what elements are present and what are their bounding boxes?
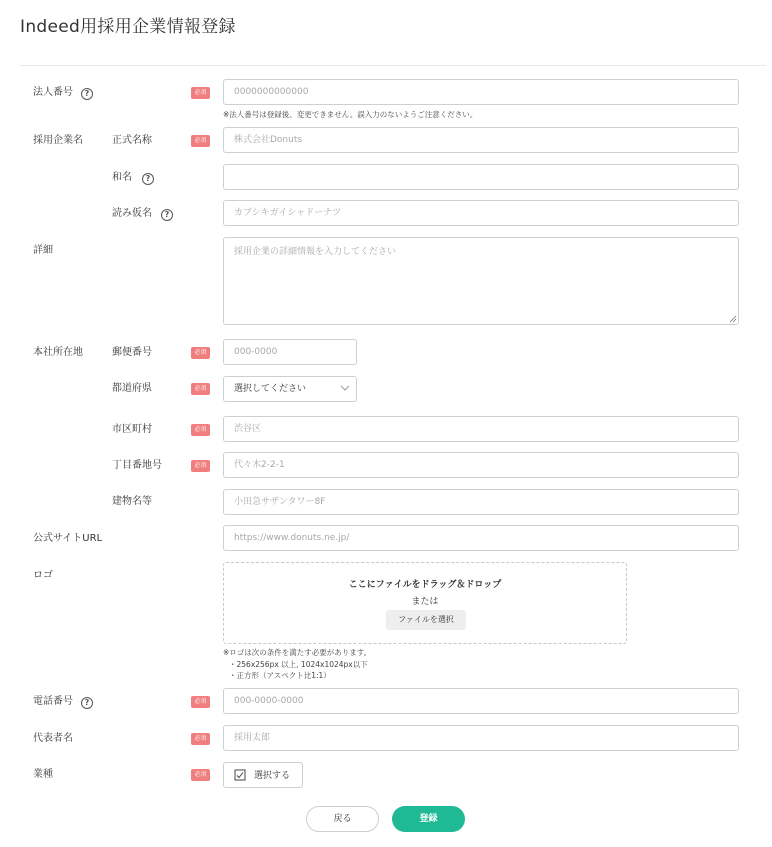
- postal-code-input[interactable]: [223, 339, 357, 365]
- page-title: Indeed用採用企業情報登録: [20, 17, 236, 37]
- logo-note-line1: ※ロゴは次の条件を満たす必要があります。: [223, 648, 372, 657]
- official-name-input[interactable]: [223, 127, 739, 153]
- required-badge: 必須: [191, 733, 210, 745]
- city-input[interactable]: [223, 416, 739, 442]
- building-input[interactable]: [223, 489, 739, 515]
- required-badge: 必須: [191, 87, 210, 99]
- prefecture-label: 都道府県: [112, 383, 152, 394]
- question-circle-icon[interactable]: ?: [161, 209, 173, 221]
- question-circle-icon[interactable]: ?: [142, 173, 154, 185]
- prefecture-select[interactable]: [223, 376, 357, 402]
- postal-code-label: 郵便番号: [112, 347, 152, 358]
- required-badge: 必須: [191, 135, 210, 147]
- website-label: 公式サイトURL: [33, 533, 103, 544]
- submit-button[interactable]: 登録: [392, 806, 465, 832]
- required-badge: 必須: [191, 347, 210, 359]
- required-badge: 必須: [191, 424, 210, 436]
- kana-name-label: 読み仮名: [112, 208, 152, 219]
- checklist-icon: [234, 769, 246, 781]
- official-name-label: 正式名称: [112, 135, 152, 146]
- dropzone-text: ここにファイルをドラッグ＆ドロップ: [348, 580, 502, 590]
- phone-label: 電話番号: [33, 696, 73, 707]
- street-input[interactable]: [223, 452, 739, 478]
- phone-input[interactable]: [223, 688, 739, 714]
- required-badge: 必須: [191, 460, 210, 472]
- representative-label: 代表者名: [33, 733, 73, 744]
- back-button[interactable]: 戻る: [306, 806, 379, 832]
- header-divider: [20, 65, 766, 66]
- question-circle-icon[interactable]: ?: [81, 697, 93, 709]
- corp-number-label: 法人番号: [33, 87, 73, 98]
- required-badge: 必須: [191, 769, 210, 781]
- city-label: 市区町村: [112, 424, 152, 435]
- logo-dropzone[interactable]: [223, 562, 627, 644]
- select-industry-label: 選択する: [254, 771, 291, 781]
- logo-note-line3: ・正方形（アスペクト比1:1）: [229, 671, 331, 680]
- required-badge: 必須: [191, 383, 210, 395]
- company-name-group-label: 採用企業名: [33, 135, 83, 146]
- logo-note-line2: ・256x256px 以上, 1024x1024px以下: [229, 660, 368, 669]
- question-circle-icon[interactable]: ?: [81, 88, 93, 100]
- details-label: 詳細: [33, 245, 53, 256]
- required-badge: 必須: [191, 696, 210, 708]
- corp-number-note: ※法人番号は登録後、変更できません。誤入力のないようご注意ください。: [223, 110, 478, 119]
- address-group-label: 本社所在地: [33, 347, 83, 358]
- choose-file-button[interactable]: ファイルを選択: [386, 610, 466, 630]
- kana-name-input[interactable]: [223, 200, 739, 226]
- street-label: 丁目番地号: [112, 460, 162, 471]
- corp-number-input[interactable]: [223, 79, 739, 105]
- industry-label: 業種: [33, 769, 53, 780]
- select-industry-button[interactable]: [223, 762, 303, 788]
- details-textarea[interactable]: [223, 237, 739, 325]
- representative-input[interactable]: [223, 725, 739, 751]
- japanese-name-label: 和名: [112, 172, 132, 183]
- website-input[interactable]: [223, 525, 739, 551]
- logo-label: ロゴ: [33, 570, 53, 581]
- dropzone-or-text: または: [411, 597, 439, 607]
- building-label: 建物名等: [112, 496, 152, 507]
- chevron-down-icon: [340, 384, 350, 392]
- japanese-name-input[interactable]: [223, 164, 739, 190]
- prefecture-selected-value: 選択してください: [234, 384, 307, 394]
